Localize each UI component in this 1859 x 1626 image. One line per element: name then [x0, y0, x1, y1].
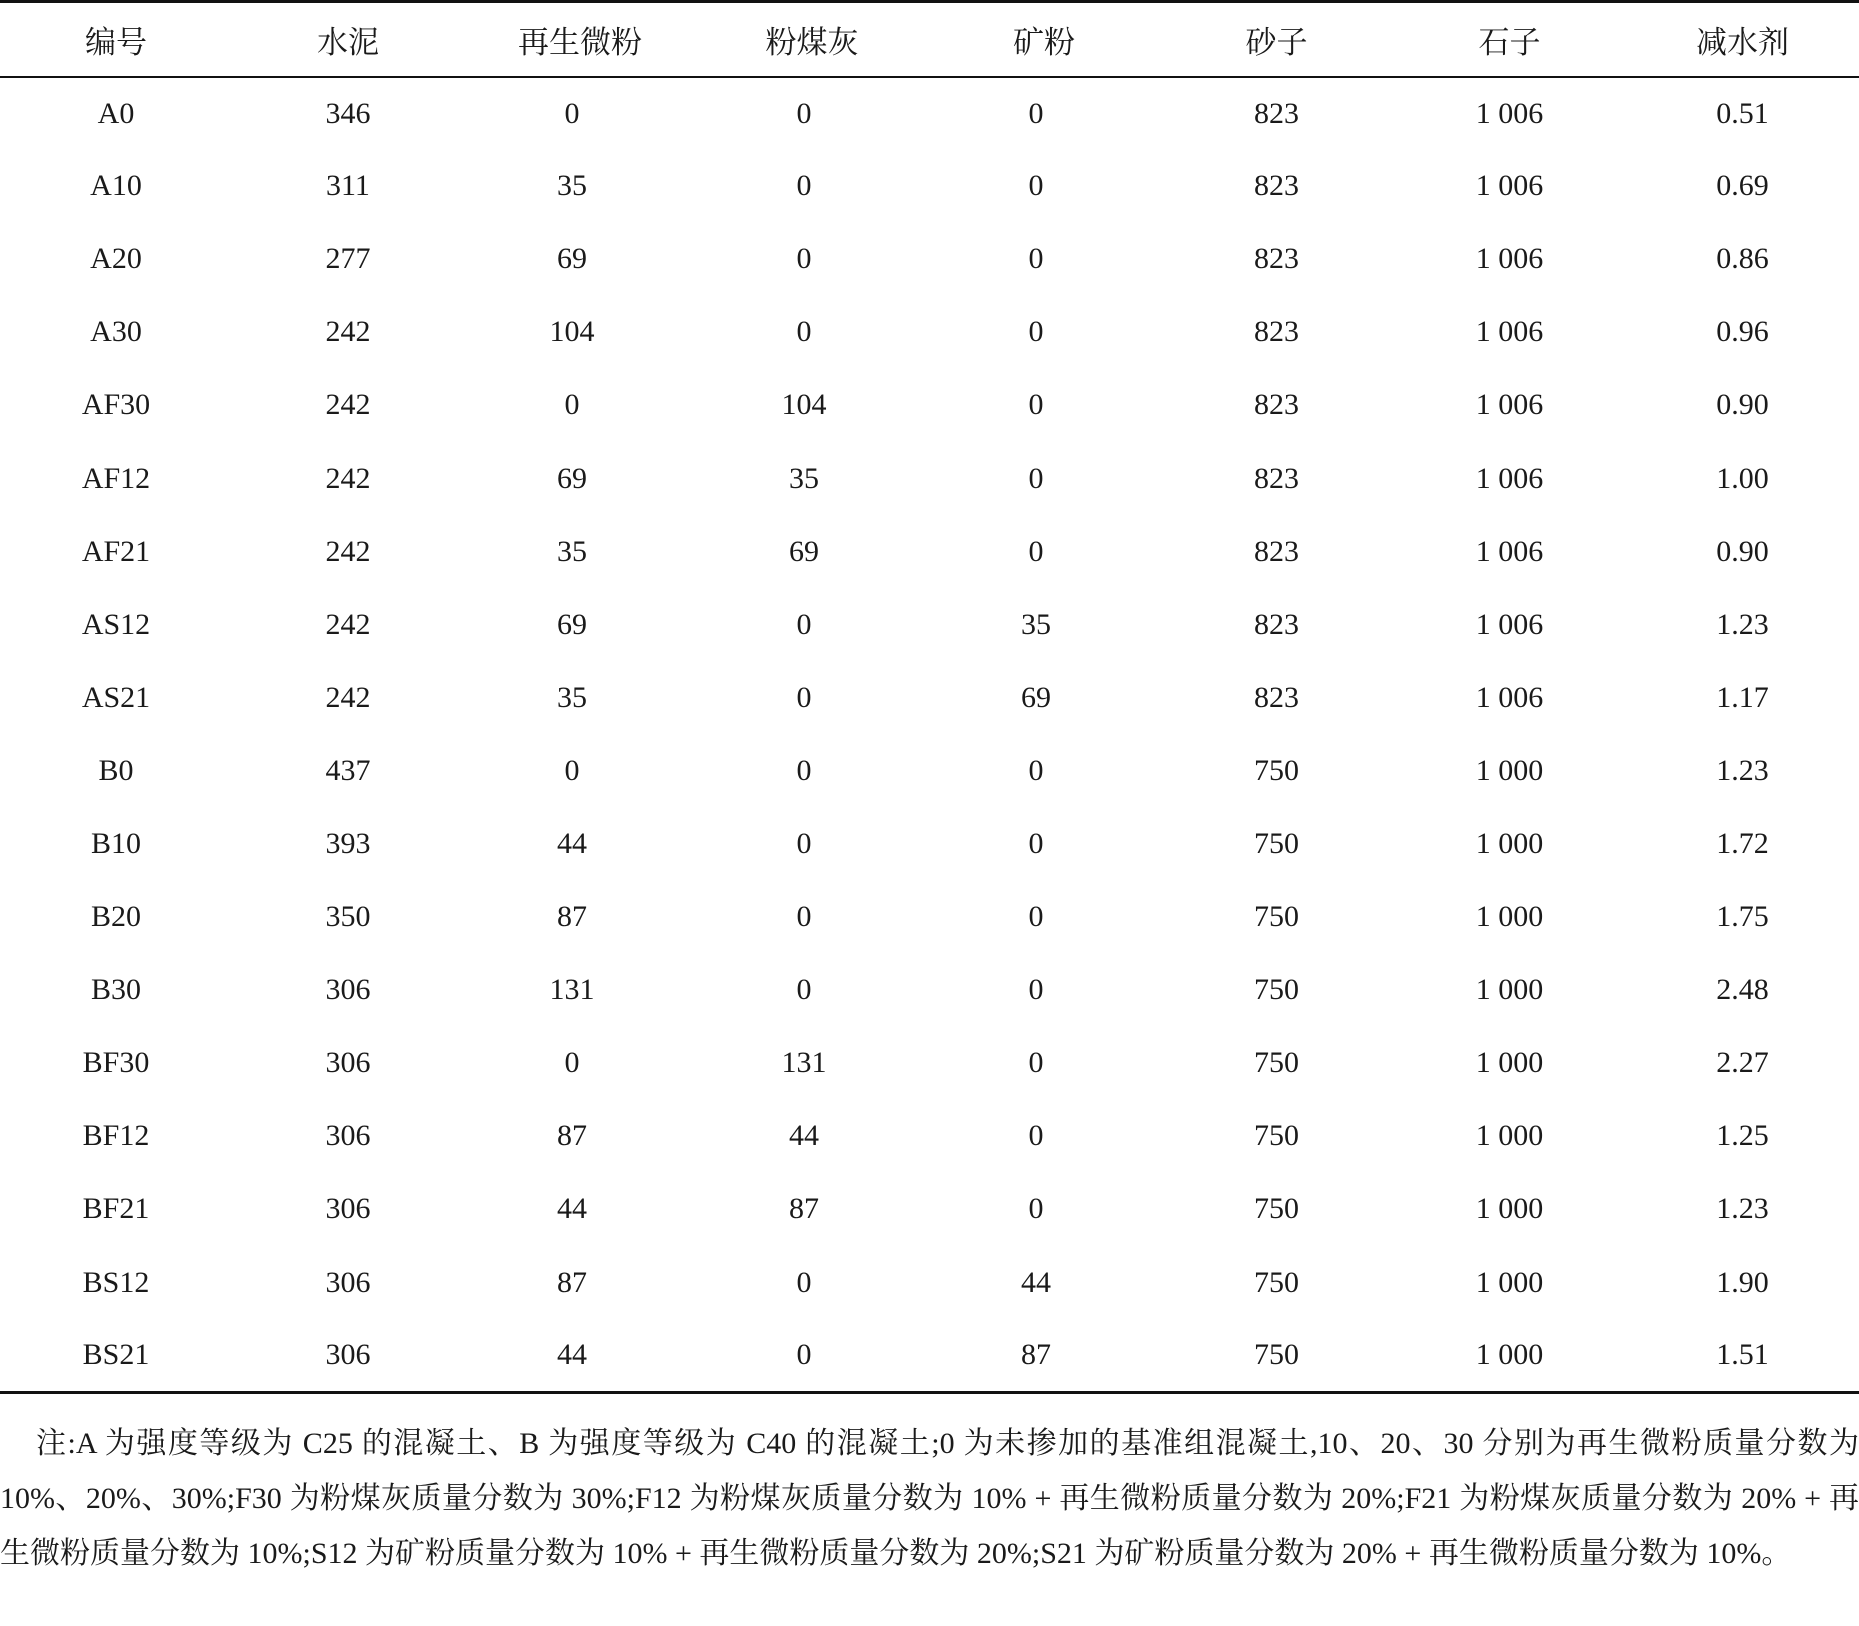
table-row — [0, 954, 1859, 1027]
cell-slag-powder: 44 — [1021, 1265, 1051, 1299]
cell-gravel: 1 006 — [1475, 680, 1544, 714]
cell-gravel: 1 006 — [1475, 96, 1544, 130]
cell-water-reducer: 1.17 — [1716, 680, 1769, 714]
cell-gravel: 1 000 — [1475, 826, 1544, 860]
cell-sand: 823 — [1254, 388, 1299, 422]
cell-sample-id: BS21 — [0, 1319, 232, 1392]
cell-cement: 242 — [325, 607, 371, 641]
cell-sand: 750 — [1254, 753, 1299, 787]
cell-sample-id: B20 — [90, 900, 141, 934]
cell-slag-powder: 0 — [1028, 461, 1044, 495]
cell-cement: 277 — [325, 242, 371, 276]
cell-slag-powder: 87 — [920, 1319, 1152, 1392]
cell-recycled-powder: 69 — [557, 242, 587, 276]
cell-sample-id: B10 — [90, 826, 141, 860]
cell-gravel: 1 006 — [1475, 388, 1544, 422]
cell-fly-ash: 69 — [789, 534, 819, 568]
cell-recycled-powder: 0 — [564, 96, 580, 130]
cell-slag-powder: 0 — [1028, 1192, 1044, 1226]
cell-fly-ash: 44 — [789, 1119, 819, 1153]
cell-water-reducer: 0.86 — [1716, 242, 1769, 276]
cell-sand: 823 — [1254, 680, 1299, 714]
cell-gravel: 1 000 — [1475, 1046, 1544, 1080]
cell-slag-powder: 69 — [1021, 680, 1051, 714]
cell-sample-id: AF21 — [81, 534, 151, 568]
cell-cement: 346 — [325, 96, 371, 130]
cell-recycled-powder: 35 — [557, 169, 587, 203]
cell-slag-powder: 0 — [1028, 534, 1044, 568]
cell-water-reducer: 0.51 — [1716, 96, 1769, 130]
cell-recycled-powder: 104 — [549, 315, 595, 349]
cell-slag-powder: 35 — [1021, 607, 1051, 641]
table-body — [0, 77, 1859, 1393]
cell-gravel: 1 006 — [1475, 607, 1544, 641]
table-row — [0, 1173, 1859, 1246]
table-row — [0, 734, 1859, 807]
header-row — [0, 2, 1859, 77]
header-id: 编号 — [0, 2, 232, 77]
cell-fly-ash: 0 — [796, 900, 812, 934]
cell-recycled-powder: 69 — [557, 461, 587, 495]
header-fly-ash: 粉煤灰 — [696, 2, 928, 77]
cell-fly-ash: 0 — [796, 973, 812, 1007]
cell-gravel: 1 000 — [1475, 900, 1544, 934]
cell-cement: 306 — [325, 1265, 371, 1299]
cell-cement: 306 — [232, 1319, 464, 1392]
header-sand: 砂子 — [1160, 2, 1393, 77]
table-row — [0, 1100, 1859, 1173]
cell-fly-ash: 0 — [796, 753, 812, 787]
cell-water-reducer: 0.96 — [1716, 315, 1769, 349]
cell-gravel: 1 006 — [1475, 242, 1544, 276]
cell-gravel: 1 000 — [1475, 753, 1544, 787]
cell-gravel: 1 000 — [1475, 973, 1544, 1007]
cell-sand: 750 — [1160, 1319, 1393, 1392]
cell-recycled-powder: 44 — [456, 1319, 688, 1392]
cell-recycled-powder: 44 — [557, 826, 587, 860]
cell-recycled-powder: 0 — [564, 1046, 580, 1080]
table-row — [0, 1246, 1859, 1319]
cell-gravel: 1 000 — [1475, 1119, 1544, 1153]
cell-sample-id: AF12 — [81, 461, 151, 495]
cell-slag-powder: 0 — [1028, 96, 1044, 130]
cell-fly-ash: 0 — [796, 242, 812, 276]
cell-sample-id: A10 — [90, 169, 142, 203]
cell-recycled-powder: 35 — [557, 680, 587, 714]
cell-slag-powder: 0 — [1028, 973, 1044, 1007]
cell-slag-powder: 0 — [1028, 169, 1044, 203]
cell-water-reducer: 1.23 — [1716, 1192, 1769, 1226]
cell-sample-id: BS12 — [82, 1265, 150, 1299]
cell-water-reducer: 1.51 — [1626, 1319, 1859, 1392]
cell-slag-powder: 0 — [1028, 315, 1044, 349]
cell-fly-ash: 0 — [796, 96, 812, 130]
cell-sand: 823 — [1254, 169, 1299, 203]
cell-recycled-powder: 35 — [557, 534, 587, 568]
cell-sand: 750 — [1254, 1265, 1299, 1299]
cell-sample-id: AS21 — [81, 680, 151, 714]
cell-fly-ash: 0 — [688, 1319, 920, 1392]
cell-water-reducer: 1.23 — [1716, 607, 1769, 641]
table-row — [0, 1319, 1859, 1392]
cell-sample-id: BF21 — [82, 1192, 150, 1226]
cell-gravel: 1 000 — [1475, 1192, 1544, 1226]
cell-water-reducer: 1.23 — [1716, 753, 1769, 787]
cell-sample-id: A30 — [90, 315, 142, 349]
cell-slag-powder: 0 — [1028, 1046, 1044, 1080]
cell-gravel: 1 006 — [1475, 461, 1544, 495]
cell-recycled-powder: 87 — [557, 1265, 587, 1299]
cell-water-reducer: 1.75 — [1716, 900, 1769, 934]
cell-fly-ash: 104 — [781, 388, 827, 422]
cell-slag-powder: 0 — [1028, 388, 1044, 422]
cell-cement: 306 — [325, 1046, 371, 1080]
cell-gravel: 1 006 — [1475, 169, 1544, 203]
cell-cement: 306 — [325, 1192, 371, 1226]
cell-sand: 823 — [1254, 315, 1299, 349]
cell-fly-ash: 0 — [796, 680, 812, 714]
cell-sand: 750 — [1254, 1192, 1299, 1226]
cell-fly-ash: 87 — [789, 1192, 819, 1226]
cell-slag-powder: 0 — [1028, 242, 1044, 276]
cell-fly-ash: 131 — [781, 1046, 827, 1080]
table-header — [0, 2, 1859, 77]
cell-gravel: 1 000 — [1475, 1265, 1544, 1299]
cell-recycled-powder: 0 — [564, 388, 580, 422]
cell-sample-id: A0 — [97, 96, 135, 130]
cell-sand: 750 — [1254, 826, 1299, 860]
cell-water-reducer: 1.00 — [1716, 461, 1769, 495]
header-gravel: 石子 — [1393, 2, 1626, 77]
cell-water-reducer: 2.48 — [1716, 973, 1769, 1007]
cell-cement: 393 — [325, 826, 371, 860]
cell-sand: 823 — [1254, 534, 1299, 568]
cell-fly-ash: 0 — [796, 1265, 812, 1299]
cell-cement: 242 — [325, 680, 371, 714]
cell-sample-id: BF12 — [82, 1119, 150, 1153]
table-row — [0, 807, 1859, 880]
cell-sand: 823 — [1254, 96, 1299, 130]
table-row — [0, 150, 1859, 223]
cell-gravel: 1 006 — [1475, 534, 1544, 568]
table-row — [0, 515, 1859, 588]
cell-recycled-powder: 69 — [557, 607, 587, 641]
header-cement: 水泥 — [232, 2, 464, 77]
cell-water-reducer: 2.27 — [1716, 1046, 1769, 1080]
cell-sample-id: AF30 — [81, 388, 151, 422]
table-row — [0, 442, 1859, 515]
table-row — [0, 223, 1859, 296]
cell-recycled-powder: 87 — [557, 900, 587, 934]
cell-water-reducer: 0.69 — [1716, 169, 1769, 203]
table-row — [0, 881, 1859, 954]
cell-slag-powder: 0 — [1028, 826, 1044, 860]
cell-slag-powder: 0 — [1028, 900, 1044, 934]
cell-fly-ash: 0 — [796, 826, 812, 860]
cell-cement: 306 — [325, 1119, 371, 1153]
cell-cement: 242 — [325, 315, 371, 349]
cell-water-reducer: 1.25 — [1716, 1119, 1769, 1153]
cell-sand: 750 — [1254, 900, 1299, 934]
cell-fly-ash: 0 — [796, 315, 812, 349]
cell-cement: 242 — [325, 388, 371, 422]
cell-sand: 750 — [1254, 973, 1299, 1007]
table-row — [0, 369, 1859, 442]
table-row — [0, 296, 1859, 369]
cell-cement: 306 — [325, 973, 371, 1007]
table-footnote: 注:A 为强度等级为 C25 的混凝土、B 为强度等级为 C40 的混凝土;0 为未掺加的基准组混凝土,10、20、30 分别为再生微粉质量分数为 10%、20%、30%;F30 为粉煤灰质量分数为 30%;F12 为粉煤灰质量分数为 10% + 再生微粉质量分数为 20%;F21 为粉煤灰质量分数为 20% + 再生微粉质量分数为 10%;S12 为矿粉质量分数为 10% + 再生微粉质量分数为 20%;S21 为矿粉质量分数为 20% + 再生微粉质量分数为 10%。 — [0, 1427, 1859, 1570]
cell-sand: 823 — [1254, 242, 1299, 276]
table-row — [0, 588, 1859, 661]
cell-cement: 350 — [325, 900, 371, 934]
table-row — [0, 661, 1859, 734]
cell-water-reducer: 1.72 — [1716, 826, 1769, 860]
cell-cement: 437 — [325, 753, 371, 787]
cell-slag-powder: 0 — [1028, 1119, 1044, 1153]
header-recycled-powder: 再生微粉 — [464, 2, 696, 77]
cell-cement: 242 — [325, 461, 371, 495]
cell-sample-id: AS12 — [81, 607, 151, 641]
cell-fly-ash: 0 — [796, 169, 812, 203]
cell-gravel: 1 006 — [1475, 315, 1544, 349]
cell-water-reducer: 0.90 — [1716, 388, 1769, 422]
cell-slag-powder: 0 — [1028, 753, 1044, 787]
cell-water-reducer: 1.90 — [1716, 1265, 1769, 1299]
header-water-reducer: 减水剂 — [1626, 2, 1859, 77]
cell-sample-id: B30 — [90, 973, 141, 1007]
cell-recycled-powder: 44 — [557, 1192, 587, 1226]
cell-sand: 823 — [1254, 607, 1299, 641]
table-row — [0, 1027, 1859, 1100]
cell-sand: 823 — [1254, 461, 1299, 495]
cell-sand: 750 — [1254, 1046, 1299, 1080]
cell-recycled-powder: 0 — [564, 753, 580, 787]
cell-recycled-powder: 131 — [549, 973, 595, 1007]
cell-fly-ash: 0 — [796, 607, 812, 641]
cell-sample-id: A20 — [90, 242, 142, 276]
cell-recycled-powder: 87 — [557, 1119, 587, 1153]
cell-sample-id: BF30 — [82, 1046, 150, 1080]
cell-gravel: 1 000 — [1393, 1319, 1626, 1392]
cell-sample-id: B0 — [98, 753, 134, 787]
table-row — [0, 77, 1859, 150]
cell-cement: 242 — [325, 534, 371, 568]
cell-cement: 311 — [326, 169, 370, 203]
header-slag-powder: 矿粉 — [928, 2, 1160, 77]
cell-sand: 750 — [1254, 1119, 1299, 1153]
cell-fly-ash: 35 — [789, 461, 819, 495]
cell-water-reducer: 0.90 — [1716, 534, 1769, 568]
